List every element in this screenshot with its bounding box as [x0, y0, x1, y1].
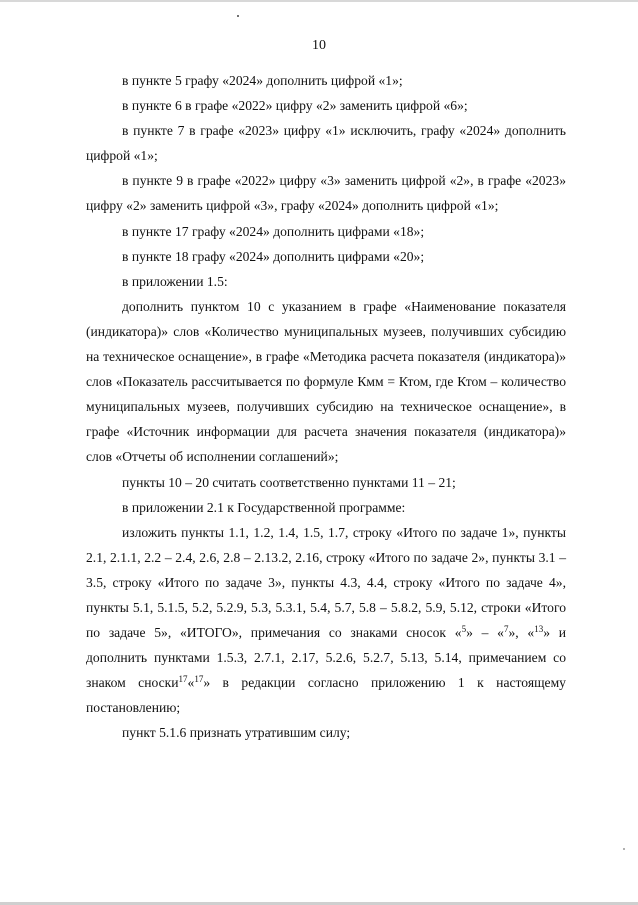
paragraph-11-text-f: » в редакции согласно приложению 1 к настоящему постановлению; [86, 675, 566, 716]
scan-speck [623, 848, 625, 850]
paragraph-11-text-e: « [187, 675, 195, 691]
paragraph-11-text-d: » и дополнить пунктами 1.5.3, 2.7.1, 2.17, 5.2.6, 5.2.7, 5.13, 5.14, примечанием со знаком сноски [86, 625, 567, 691]
document-body [86, 68, 566, 746]
paragraph-7: в приложении 1.5: [122, 273, 228, 289]
footnote-mark: 17 [178, 674, 188, 685]
paragraph-10: в приложении 2.1 к Государственной программе: [122, 499, 406, 515]
scan-top-edge [0, 0, 638, 2]
paragraph-11 [86, 520, 566, 721]
paragraph-3: в пункте 7 в графе «2023» цифру «1» исключить, графу «2024» дополнить цифрой «1»; [86, 123, 566, 164]
page-number: 10 [312, 38, 326, 53]
paragraph-2: в пункте 6 в графе «2022» цифру «2» заменить цифрой «6»; [122, 98, 468, 114]
paragraph-1: в пункте 5 графу «2024» дополнить цифрой «1»; [122, 73, 403, 88]
paragraph-5: в пункте 17 графу «2024» дополнить цифрами «18»; [122, 223, 425, 239]
scan-speck [237, 15, 239, 17]
paragraph-11-text-b: » – « [466, 625, 504, 641]
footnote-mark: 17 [194, 674, 204, 685]
footnote-mark: 5 [461, 624, 467, 635]
paragraph-12: пункт 5.1.6 признать утратившим силу; [122, 725, 351, 741]
paragraph-9: пункты 10 – 20 считать соответственно пунктами 11 – 21; [122, 474, 456, 490]
footnote-mark: 13 [534, 624, 544, 635]
paragraph-11-text-c: », « [508, 625, 535, 641]
paragraph-4: в пункте 9 в графе «2022» цифру «3» заменить цифрой «2», в графе «2023» цифру «2» заменить цифрой «3», графу «2024» дополнить цифрой «1»; [86, 173, 566, 214]
paragraph-8: дополнить пунктом 10 с указанием в графе «Наименование показателя (индикатора)» слов «Количество муниципальных музеев, получивших субсидию на техническое оснащение», в графе «Методика расчета показателя (индикатора)» слов «Показатель рассчитывается по формуле Кмм = Ктом, где Ктом – количество муниципальных музеев, получивших субсидию на техническое оснащение», в графе «Источник информации для расчета значения показателя (индикатора)» слов «Отчеты об исполнении соглашений»; [86, 298, 566, 465]
footnote-mark: 7 [503, 624, 509, 635]
paragraph-11-text-a: изложить пункты 1.1, 1.2, 1.4, 1.5, 1.7, строку «Итого по задаче 1», пункты 2.1, 2.1.1, 2.2 – 2.4, 2.6, 2.8 – 2.13.2, 2.16, строку «Итого по задаче 2», пункты 3.1 – 3.5, строку «Итого по задаче 3», пункты 4.3, 4.4, строку «Итого по задаче 4», пункты 5.1, 5.1.5, 5.2, 5.2.9, 5.3, 5.3.1, 5.4, 5.7, 5.8 – 5.8.2, 5.9, 5.12, строки «Итого по задаче 5», «ИТОГО», примечания со знаками сносок « [86, 524, 566, 641]
paragraph-6: в пункте 18 графу «2024» дополнить цифрами «20»; [122, 248, 425, 264]
